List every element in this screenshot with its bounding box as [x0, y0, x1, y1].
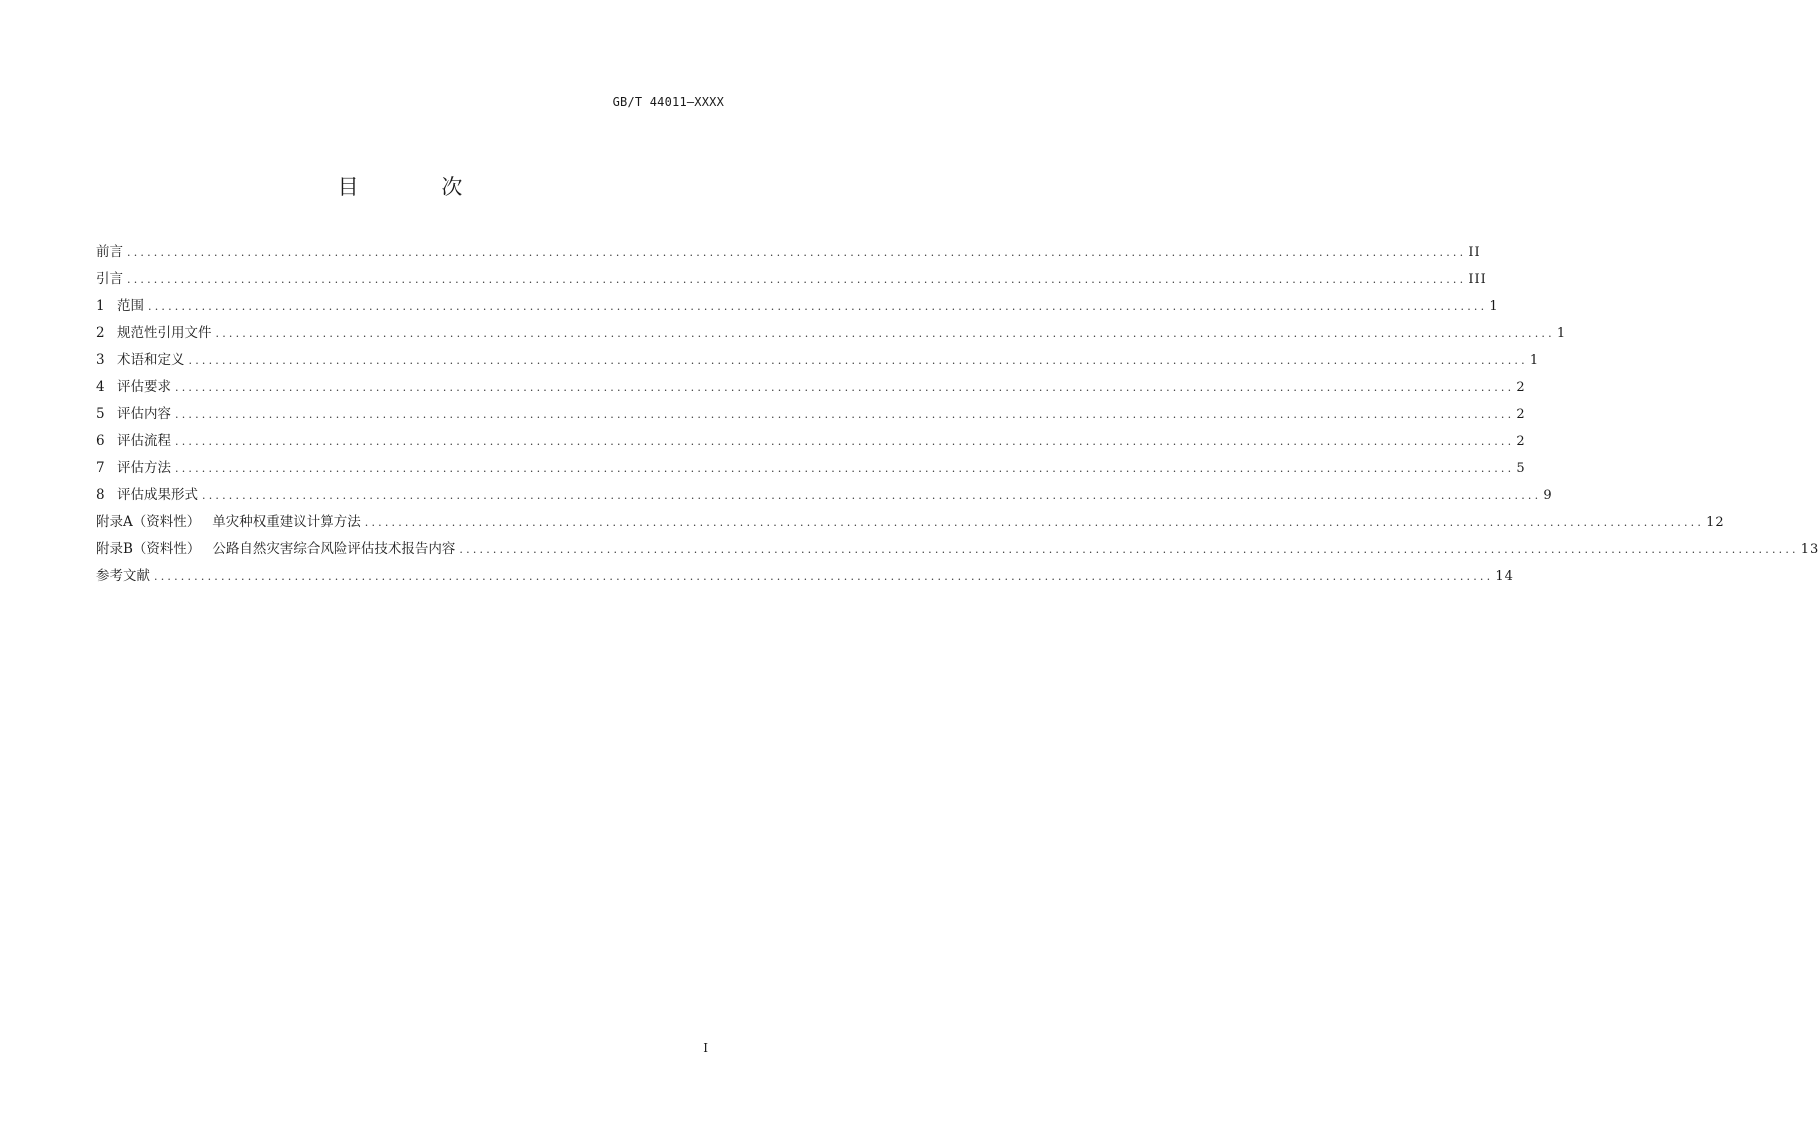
toc-entry[interactable] [96, 239, 1481, 266]
toc-entry-title [96, 401, 173, 428]
toc-entry[interactable] [96, 293, 1499, 320]
toc-entry[interactable] [96, 320, 1567, 347]
toc-leader-dots: ........................................................................................................................................................................................................ [175, 408, 1515, 421]
toc-entry-title [96, 563, 152, 590]
toc-entry-annex-label: 附录A（资料性） [96, 514, 201, 530]
toc-entry-page: 9 [1543, 488, 1553, 503]
toc-entry-title [96, 428, 173, 455]
toc-entry[interactable] [96, 428, 1526, 455]
toc-entry-number: 2 [96, 325, 105, 341]
toc-entry-title [96, 266, 125, 293]
page-title: 目 次 [337, 175, 501, 199]
toc-entry-title [96, 347, 187, 374]
toc-entry-page: 1 [1556, 326, 1567, 341]
toc-entry-page: 5 [1516, 461, 1526, 476]
toc-entry-label: 参考文献 [96, 568, 150, 584]
toc-entry-page: 1 [1529, 353, 1540, 368]
toc-entry-page: III [1468, 272, 1487, 287]
toc-entry-title [96, 509, 363, 536]
toc-entry-label: 规范性引用文件 [117, 325, 212, 341]
toc-entry[interactable] [96, 401, 1526, 428]
footer-page-number: I [703, 1041, 708, 1055]
toc-entry-page: 14 [1495, 569, 1514, 584]
toc-entry[interactable] [96, 266, 1487, 293]
toc-entry-number: 7 [96, 460, 105, 476]
toc-entry-page: 2 [1516, 380, 1526, 395]
toc-entry[interactable] [96, 374, 1526, 401]
toc-leader-dots: ........................................................................................................................................................................................................ [127, 273, 1467, 286]
toc-entry-page: 2 [1516, 434, 1526, 449]
toc-entry-label: 评估内容 [117, 406, 171, 422]
table-of-contents [96, 239, 1819, 590]
toc-entry-number: 1 [96, 298, 105, 314]
toc-entry[interactable] [96, 563, 1514, 590]
toc-entry[interactable] [96, 536, 1819, 563]
toc-entry-label: 评估方法 [117, 460, 171, 476]
toc-entry-number: 8 [96, 487, 105, 503]
document-code: GB/T 44011—XXXX [612, 95, 724, 109]
toc-entry-number: 4 [96, 379, 105, 395]
toc-entry-number: 5 [96, 406, 105, 422]
toc-entry-annex-label: 附录B（资料性） [96, 541, 201, 557]
toc-leader-dots: ........................................................................................................................................................................................................ [364, 516, 1705, 529]
toc-entry-title [96, 482, 200, 509]
toc-entry-title [96, 536, 457, 563]
toc-leader-dots: ........................................................................................................................................................................................................ [215, 327, 1555, 340]
toc-entry-page: 12 [1706, 515, 1725, 530]
toc-entry-title [96, 293, 146, 320]
toc-entry-label: 公路自然灾害综合风险评估技术报告内容 [212, 541, 456, 557]
toc-entry[interactable] [96, 482, 1553, 509]
toc-entry-page: II [1468, 245, 1481, 260]
toc-entry-label: 评估成果形式 [117, 487, 198, 503]
toc-entry-title [96, 374, 173, 401]
toc-leader-dots: ........................................................................................................................................................................................................ [175, 435, 1515, 448]
toc-entry-title [96, 320, 214, 347]
toc-entry-title [96, 239, 125, 266]
toc-entry[interactable] [96, 347, 1540, 374]
toc-entry-page: 1 [1489, 299, 1499, 314]
toc-leader-dots: ........................................................................................................................................................................................................ [127, 246, 1467, 259]
toc-leader-dots: ........................................................................................................................................................................................................ [154, 570, 1494, 583]
toc-entry-label: 引言 [96, 271, 123, 287]
toc-entry-label: 单灾种权重建议计算方法 [212, 514, 361, 530]
toc-leader-dots: ........................................................................................................................................................................................................ [459, 543, 1799, 556]
toc-leader-dots: ........................................................................................................................................................................................................ [188, 354, 1528, 367]
toc-entry-label: 前言 [96, 244, 123, 260]
toc-leader-dots: ........................................................................................................................................................................................................ [175, 381, 1515, 394]
toc-entry-number: 6 [96, 433, 105, 449]
toc-entry-label: 术语和定义 [117, 352, 185, 368]
toc-entry-label: 评估流程 [117, 433, 171, 449]
toc-entry-title [96, 455, 173, 482]
toc-leader-dots: ........................................................................................................................................................................................................ [202, 489, 1542, 502]
toc-entry-label: 范围 [117, 298, 144, 314]
toc-leader-dots: ........................................................................................................................................................................................................ [175, 462, 1515, 475]
toc-entry-page: 2 [1516, 407, 1526, 422]
toc-entry[interactable] [96, 455, 1526, 482]
toc-entry-label: 评估要求 [117, 379, 171, 395]
toc-entry-page: 13 [1800, 542, 1819, 557]
toc-entry[interactable] [96, 509, 1725, 536]
toc-leader-dots: ........................................................................................................................................................................................................ [148, 300, 1488, 313]
toc-entry-number: 3 [96, 352, 105, 368]
